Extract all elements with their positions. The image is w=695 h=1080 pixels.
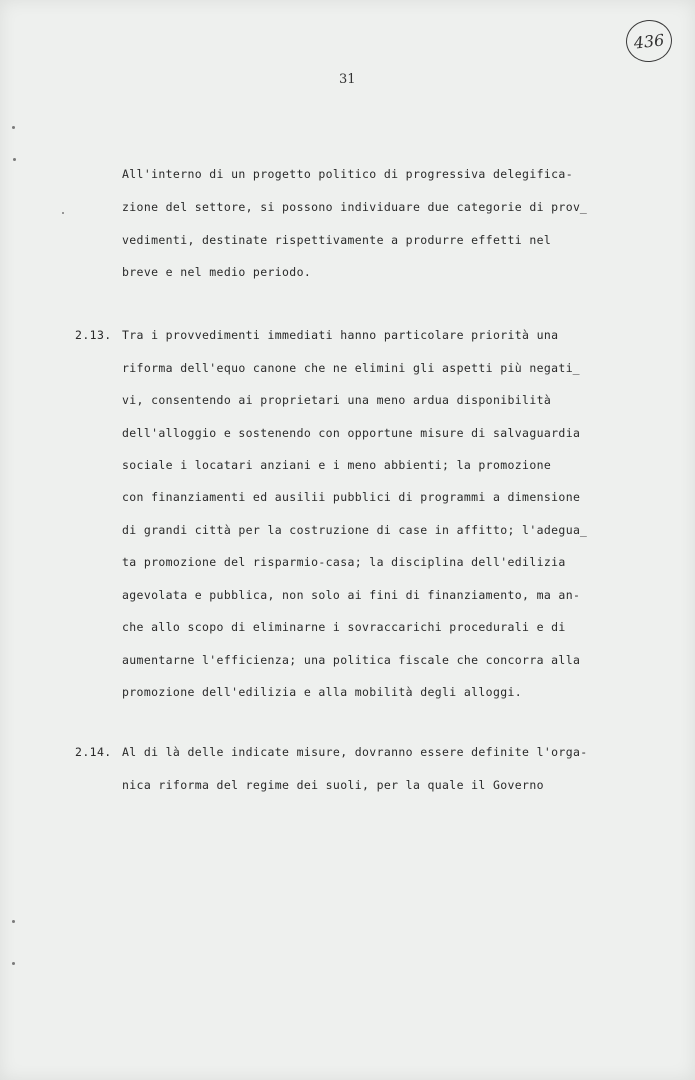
scan-speck: [13, 158, 16, 161]
text-line: aumentarne l'efficienza; una politica fiscale che concorra alla: [122, 653, 581, 667]
text-line: ta promozione del risparmio-casa; la disciplina dell'edilizia: [122, 555, 566, 569]
text-line: All'interno di un progetto politico di progressiva delegifica-: [122, 167, 573, 181]
paragraph-number: 2.14.: [75, 745, 112, 759]
text-line: riforma dell'equo canone che ne elimini gli aspetti più negati̲: [122, 361, 580, 375]
scan-speck: [62, 212, 64, 214]
paragraph-number: 2.13.: [75, 328, 112, 342]
text-line: agevolata e pubblica, non solo ai fini di finanziamento, ma an-: [122, 588, 581, 602]
text-line: con finanziamenti ed ausilii pubblici di programmi a dimensione: [122, 490, 581, 504]
text-line: sociale i locatari anziani e i meno abbienti; la promozione: [122, 458, 552, 472]
page-number: 31: [339, 72, 356, 87]
text-line: che allo scopo di eliminarne i sovraccarichi procedurali e di: [122, 620, 566, 634]
text-line: promozione dell'edilizia e alla mobilità degli alloggi.: [122, 685, 523, 699]
text-line: nica riforma del regime dei suoli, per la quale il Governo: [122, 778, 544, 792]
text-line: vedimenti, destinate rispettivamente a produrre effetti nel: [122, 233, 552, 247]
text-line: Tra i provvedimenti immediati hanno particolare priorità una: [122, 328, 559, 342]
text-line: Al di là delle indicate misure, dovranno essere definite l'orga-: [122, 745, 588, 759]
text-line: breve e nel medio periodo.: [122, 265, 312, 279]
archive-stamp: 436: [624, 18, 674, 65]
text-line: dell'alloggio e sostenendo con opportune misure di salvaguardia: [122, 426, 581, 440]
scan-speck: [12, 962, 15, 965]
text-line: vi, consentendo ai proprietari una meno ardua disponibilità: [122, 393, 552, 407]
text-line: di grandi città per la costruzione di case in affitto; l'adegua̲: [122, 523, 588, 537]
text-line: zione del settore, si possono individuare due categorie di prov̲: [122, 200, 588, 214]
scan-speck: [12, 920, 15, 923]
scan-speck: [12, 126, 15, 129]
